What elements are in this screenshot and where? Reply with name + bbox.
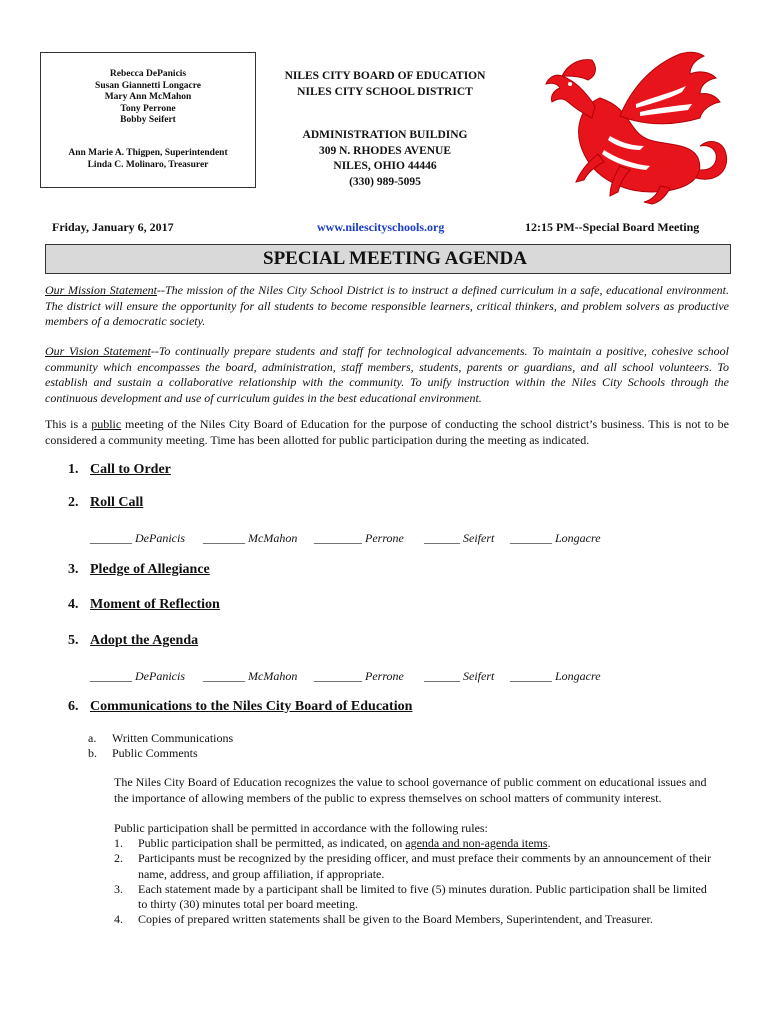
agenda-item-pledge: 3. Pledge of Allegiance <box>68 562 210 577</box>
website-link[interactable]: www.nilescityschools.org <box>317 220 445 234</box>
board-member: Susan Giannetti Longacre <box>95 80 201 91</box>
public-participation-rules <box>114 821 716 927</box>
public-word: public <box>91 417 122 431</box>
board-members-box <box>40 52 256 188</box>
treasurer: Linda C. Molinaro, Treasurer <box>87 159 209 170</box>
meeting-time: 12:15 PM--Special Board Meeting <box>525 220 700 234</box>
vision-label: Our Vision Statement <box>45 344 151 358</box>
vote-longacre: _______ Longacre <box>510 531 601 545</box>
address-line: ADMINISTRATION BUILDING <box>302 129 468 141</box>
vote-perrone: ________ Perrone <box>314 531 404 545</box>
communications-subitems <box>88 731 233 761</box>
agenda-items-link: agenda and non-agenda items <box>405 836 548 851</box>
vote-longacre: _______ Longacre <box>510 669 601 683</box>
superintendent: Ann Marie A. Thigpen, Superintendent <box>68 147 228 158</box>
agenda-item-call-to-order: 1. Call to Order <box>68 462 171 477</box>
rule-4: 4. Copies of prepared written statements shall be given to the Board Members, Superintendent, and Treasurer. <box>114 912 653 927</box>
organization-name <box>262 68 508 100</box>
address-line: 309 N. RHODES AVENUE <box>318 144 452 157</box>
org-line-1: NILES CITY BOARD OF EDUCATION <box>284 70 486 82</box>
vision-text: --To continually prepare students and staff for technological advancements. To maintain a positive, cohesive school community which encompasses the board, administration, staff members, students, parents or guardians, and all school volunteers. To establish and sustain a collaborative relationship with the community. To unify instruction within the Niles City Schools through the continuous development and use of curriculum guides in the best educational environment. <box>45 344 729 405</box>
mission-label: Our Mission Statement <box>45 283 157 297</box>
rule-2: 2. Participants must be recognized by the presiding officer, and must preface their comments by an announcement of their name, address, and group affiliation, if appropriate. <box>114 851 712 881</box>
mission-statement <box>45 283 729 330</box>
agenda-item-adopt-agenda: 5. Adopt the Agenda <box>68 633 199 648</box>
vote-mcmahon: _______ McMahon <box>203 531 298 545</box>
org-line-2: NILES CITY SCHOOL DISTRICT <box>297 86 473 98</box>
rules-intro: Public participation shall be permitted in accordance with the following rules: <box>114 821 488 835</box>
rule-3: 3. Each statement made by a participant shall be limited to five (5) minutes duration. Public participation shall be limited to thirty (30) minutes total per board meeting. <box>114 881 707 912</box>
meeting-date: Friday, January 6, 2017 <box>52 220 174 234</box>
address-block <box>262 128 508 190</box>
vote-depanicis: _______ DePanicis <box>90 531 185 545</box>
agenda-item-roll-call: 2. Roll Call <box>68 495 144 510</box>
board-member: Mary Ann McMahon <box>104 92 192 103</box>
board-member: Rebecca DePanicis <box>109 69 187 79</box>
agenda-item-communications: 6. Communications to the Niles City Board of Education <box>68 699 413 714</box>
rule-1: 1. Public participation shall be permitted, as indicated, on agenda and non-agenda items. <box>114 836 551 851</box>
board-member: Bobby Seifert <box>120 115 176 126</box>
address-line: NILES, OHIO 44446 <box>333 160 437 172</box>
vote-seifert: ______ Seifert <box>424 669 495 683</box>
vote-mcmahon: _______ McMahon <box>203 669 298 683</box>
dragon-logo-icon <box>540 46 740 206</box>
vote-perrone: ________ Perrone <box>314 669 404 683</box>
public-comment-statement: The Niles City Board of Education recognizes the value to school governance of public comment on educational issues and the importance of allowing members of the public to express themselves on school matters of community interest. <box>114 775 707 805</box>
phone: (330) 989-5095 <box>349 175 421 188</box>
list-item: a. Written Communications <box>88 731 234 745</box>
list-item: b. Public Comments <box>88 746 198 760</box>
vote-depanicis: _______ DePanicis <box>90 669 185 683</box>
page-title: SPECIAL MEETING AGENDA <box>45 244 731 274</box>
public-meeting-notice: This is a public meeting of the Niles City Board of Education for the purpose of conducting the school district’s business. This is not to be considered a community meeting. Time has been allotted for public participation during the meeting as indicated. <box>45 417 729 447</box>
agenda-item-moment-of-reflection: 4. Moment of Reflection <box>68 597 220 612</box>
vision-statement <box>45 344 729 406</box>
vote-seifert: ______ Seifert <box>424 531 495 545</box>
mission-text: --The mission of the Niles City School District is to instruct a defined curriculum in a safe, educational environment. The district will ensure the opportunity for all students to become responsible learners, critical thinkers, and problem solvers as productive members of a democratic society. <box>45 283 729 328</box>
board-member: Tony Perrone <box>120 103 176 114</box>
